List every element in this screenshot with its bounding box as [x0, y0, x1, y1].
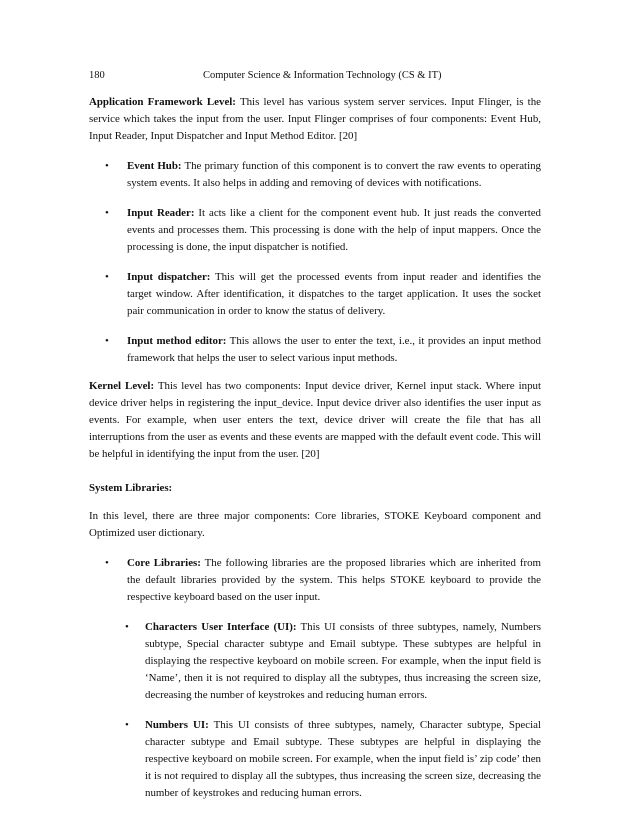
paragraph-text: This level has two components: Input device driver, Kernel input stack. Where input device driver helps in registering the input_device. Input device driver also identifies the user input as events. For example, when user enters the text, device driver will create the file that has all interruptions from the user as events and these events are mapped with the default event code. This will be helpful in identifying the input from the user. [20]: [89, 380, 541, 460]
list-item-term: Event Hub:: [127, 160, 182, 172]
list-item-input-reader: [89, 205, 541, 256]
core-libraries-sublist: [89, 619, 541, 802]
list-item-event-hub: [89, 158, 541, 192]
system-libraries-heading: System Libraries:: [89, 482, 173, 494]
list-item-text: The following libraries are the proposed libraries which are inherited from the default libraries provided by the system. This helps STOKE keyboard to provide the respective keyboard based on the user input.: [127, 557, 541, 603]
system-libraries-list: [89, 555, 541, 606]
list-item-text: This UI consists of three subtypes, namely, Character subtype, Special character subtype and Email subtype. These subtypes are helpful in displaying the respective keyboard on mobile screen. For example, when the input field is’ zip code’ then it is not required to display all the subtypes, thus increasing the screen size, decreasing the number of keystrokes and reducing human errors.: [145, 719, 541, 799]
list-item-text: This allows the user to enter the text, i.e., it provides an input method framework that helps the user to select various input methods.: [127, 335, 541, 364]
list-item-input-method-editor: [89, 333, 541, 367]
list-item-term: Characters User Interface (UI):: [145, 621, 297, 633]
list-item-term: Core Libraries:: [127, 557, 201, 569]
application-framework-paragraph: [89, 94, 541, 145]
section-heading: Application Framework Level:: [89, 96, 236, 108]
bullet-icon: •: [105, 557, 109, 569]
section-heading: Kernel Level:: [89, 380, 155, 392]
list-item-term: Input dispatcher:: [127, 271, 211, 283]
list-item-text: This will get the processed events from input reader and identifies the target window. After identification, it dispatches to the target application. It uses the socket pair communication in order to know the status of delivery.: [127, 271, 541, 317]
list-item-term: Numbers UI:: [145, 719, 209, 731]
paragraph-text: This level has various system server services. Input Flinger, is the service which takes the input from the user. Input Flinger comprises of four components: Event Hub, Input Reader, Input Dispatcher and Input Method Editor. [20]: [89, 96, 541, 142]
document-page: [89, 70, 541, 802]
bullet-icon: •: [125, 719, 129, 731]
list-item-text: This UI consists of three subtypes, namely, Numbers subtype, Special character subtype and Email subtype. These subtypes are helpful in displaying the respective keyboard on mobile screen. For example, when the input field is ‘Name’, then it is not required to display all the subtypes, thus increasing the screen size, decreasing the number of keystrokes and reducing human errors.: [145, 621, 541, 701]
list-item-numbers-ui: [89, 717, 541, 802]
bullet-icon: •: [105, 207, 109, 219]
system-libraries-intro: In this level, there are three major components: Core libraries, STOKE Keyboard component and Optimized user dictionary.: [89, 510, 541, 539]
list-item-term: Input Reader:: [127, 207, 195, 219]
framework-components-list: [89, 158, 541, 367]
list-item-input-dispatcher: [89, 269, 541, 320]
list-item-text: The primary function of this component is to convert the raw events to operating system events. It also helps in adding and removing of devices with notifications.: [127, 160, 541, 189]
page-number: 180: [89, 70, 105, 81]
list-item-characters-ui: [89, 619, 541, 704]
kernel-level-paragraph: [89, 378, 541, 463]
bullet-icon: •: [105, 335, 109, 347]
list-item-core-libraries: [89, 555, 541, 606]
list-item-text: It acts like a client for the component event hub. It just reads the converted events and processes them. This processing is done with the help of input mappers. Once the processing is done, the input dispatcher is notified.: [127, 207, 541, 253]
running-title: Computer Science & Information Technology (CS & IT): [203, 70, 442, 81]
bullet-icon: •: [125, 621, 129, 633]
running-header: [89, 70, 541, 84]
bullet-icon: •: [105, 160, 109, 172]
list-item-term: Input method editor:: [127, 335, 227, 347]
bullet-icon: •: [105, 271, 109, 283]
